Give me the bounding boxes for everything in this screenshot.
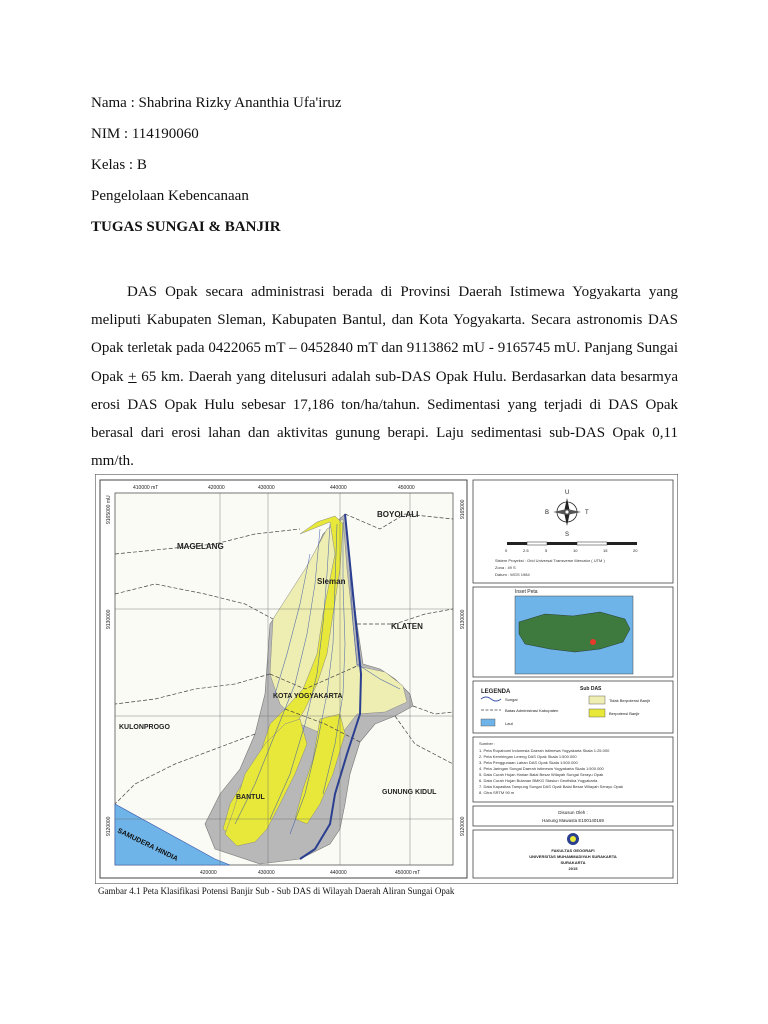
y-tick-right-1: 9165000 <box>460 499 466 519</box>
scale-tick-0: 0 <box>505 548 508 553</box>
assignment-title: TUGAS SUNGAI & BANJIR <box>91 219 281 235</box>
legend-flood-swatch <box>589 709 605 717</box>
region-kota-yogyakarta: KOTA YOGYAKARTA <box>273 693 343 700</box>
source-5: 5. Data Curah Hujan Harian Balai Besar Wilayah Sungai Serayu Opak <box>479 772 604 777</box>
y-tick-left-3: 9120000 <box>106 816 112 836</box>
x-tick-top-4: 440000 <box>330 485 347 491</box>
source-2: 2. Peta Kemiringan Lereng DAS Opak Skala 1:500.000 <box>479 754 577 759</box>
source-6: 6. Data Curah Hujan Bulanan BMKG Stasiun Geofisika Yogyakarta <box>479 778 598 783</box>
scale-tick-5: 20 <box>633 548 638 553</box>
author-name: Hanung Mawasta E100140169 <box>542 818 604 823</box>
source-4: 4. Peta Jaringan Sungai Daerah Istimewa Yogyakarta Skala 1:500.000 <box>479 766 604 771</box>
region-sleman: Sleman <box>317 577 346 586</box>
legend-non-flood-swatch <box>589 696 605 704</box>
source-8: 8. Citra SRTM 90 m <box>479 790 515 795</box>
legend-sea-swatch <box>481 719 495 726</box>
student-class: Kelas : B <box>91 157 147 173</box>
author-box <box>473 806 673 826</box>
inset-title: Inset Peta <box>515 589 538 595</box>
scale-tick-2: 5 <box>545 548 548 553</box>
legend-tidak: Tidak Berpotensi Banjir <box>609 698 651 703</box>
region-magelang: MAGELANG <box>177 542 224 551</box>
author-label: Disusun Oleh : <box>558 810 588 815</box>
university-logo <box>567 833 579 845</box>
source-1: 1. Peta Rupabumi Indonesia Daerah Istimewa Yogyakarta Skala 1:25.000 <box>479 748 610 753</box>
region-kulonprogo: KULONPROGO <box>119 724 170 731</box>
region-gunung-kidul: GUNUNG KIDUL <box>382 789 437 796</box>
body-paragraph <box>91 278 678 475</box>
legend-title: LEGENDA <box>481 689 511 695</box>
course-name: Pengelolaan Kebencanaan <box>91 188 249 204</box>
institution-city: SURAKARTA <box>560 860 586 865</box>
x-tick-top-2: 420000 <box>208 485 225 491</box>
plus-minus-sign: + <box>128 368 137 385</box>
scale-tick-4: 15 <box>603 548 608 553</box>
x-tick-bottom-4: 450000 mT <box>395 870 421 876</box>
source-7: 7. Data Kapasitas Tampung Sungai DAS Opak Balai Besar Wilayah Serayu Opak <box>479 784 624 789</box>
projection-line-1: Sistem Proyeksi : Grid Universal Transverse Mercator ( UTM ) <box>495 558 605 563</box>
y-tick-right-2: 9130000 <box>460 609 466 629</box>
projection-line-2: Zona : 49 S <box>495 565 516 570</box>
region-boyolali: BOYOLALI <box>377 510 419 519</box>
x-tick-top-5: 450000 <box>398 485 415 491</box>
x-tick-bottom-2: 430000 <box>258 870 275 876</box>
institution-year: 2015 <box>568 866 578 871</box>
x-tick-bottom-3: 440000 <box>330 870 347 876</box>
legend-sungai: Sungai <box>505 697 518 702</box>
scale-tick-1: 2.5 <box>523 548 529 553</box>
source-3: 3. Peta Penggunaan Lahan DAS Opak Skala 1:500.000 <box>479 760 578 765</box>
legend-subdas-title: Sub DAS <box>580 686 602 692</box>
x-tick-top-3: 430000 <box>258 485 275 491</box>
projection-line-3: Datum : WGS 1984 <box>495 572 530 577</box>
compass-east: T <box>585 510 589 516</box>
paragraph-part-1: DAS Opak secara administrasi berada di Provinsi Daerah Istimewa Yogyakarta yang meliputi Kabupaten Sleman, Kabupaten Bantul, dan Kota Yogyakarta. Secara astronomis DAS Opak terletak pada 0422065 mT – 0452840 mT dan 9113862 mU - 9165745 mU. Panjang Sungai Opak <box>91 284 678 385</box>
scale-tick-3: 10 <box>573 548 578 553</box>
y-tick-right-3: 9120000 <box>460 816 466 836</box>
legend-batas: Batas Administrasi Kabupaten <box>505 708 559 713</box>
region-samudera-hindia: SAMUDERA HINDIA <box>116 827 179 863</box>
legend-berpotensi: Berpotensi Banjir <box>609 711 640 716</box>
region-klaten: KLATEN <box>391 622 423 631</box>
x-tick-top-1: 410000 mT <box>133 485 159 491</box>
y-tick-left-2: 9130000 <box>106 609 112 629</box>
compass-south: S <box>565 532 570 538</box>
flood-potential-map <box>95 474 678 884</box>
main-map-panel <box>100 480 467 878</box>
student-name: Nama : Shabrina Rizky Ananthia Ufa'iruz <box>91 95 342 111</box>
y-tick-left-1: 9165000 mU <box>106 495 112 524</box>
student-nim: NIM : 114190060 <box>91 126 199 142</box>
inset-study-area-marker <box>590 639 596 645</box>
institution-faculty: FAKULTAS GEOGRAFI <box>551 848 595 853</box>
compass-west: B <box>545 510 550 516</box>
x-tick-bottom-1: 420000 <box>200 870 217 876</box>
figure-caption: Gambar 4.1 Peta Klasifikasi Potensi Banjir Sub - Sub DAS di Wilayah Daerah Aliran Sungai Opak <box>98 886 455 896</box>
institution-university: UNIVERSITAS MUHAMMADIYAH SURAKARTA <box>529 854 617 859</box>
legend-laut: Laut <box>505 721 513 726</box>
region-bantul: BANTUL <box>236 794 265 801</box>
paragraph-part-2: 65 km. Daerah yang ditelusuri adalah sub-DAS Opak Hulu. Berdasarkan data besarmya erosi DAS Opak Hulu sebesar 17,186 ton/ha/tahun. Sedimentasi yang terjadi di DAS Opak berasal dari erosi lahan dan aktivitas gunung berapi. Laju sedimentasi sub-DAS Opak 0,11 mm/th. <box>91 368 678 470</box>
sources-title: Sumber : <box>479 741 496 746</box>
compass-north: U <box>565 490 570 496</box>
scale-bar <box>507 542 637 545</box>
